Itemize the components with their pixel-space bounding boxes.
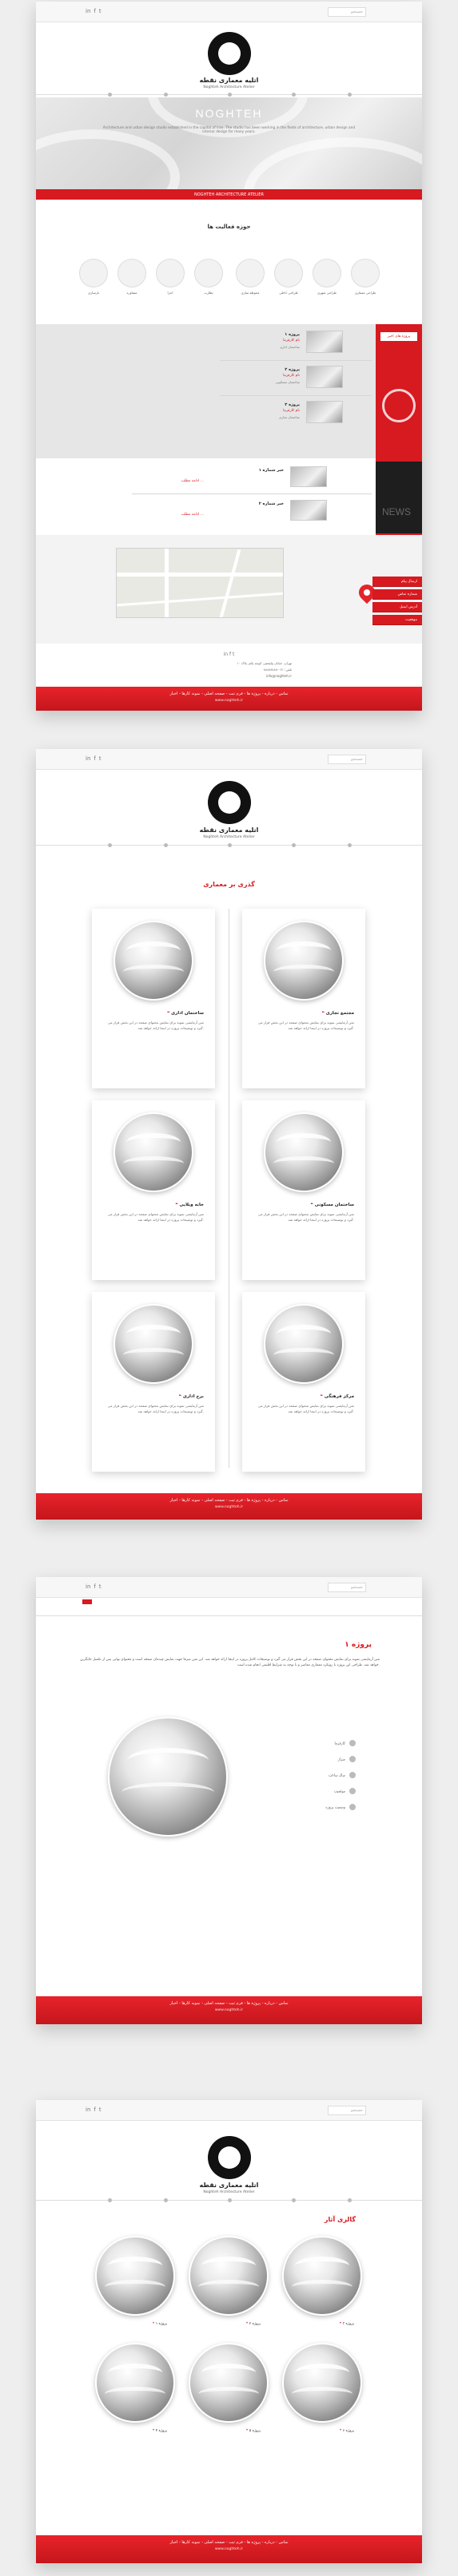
contact-phone-button[interactable]: شماره تماس — [372, 589, 422, 600]
project-hero-image[interactable] — [108, 1717, 228, 1837]
gallery-label: ❝ پروژه ۱ — [152, 2322, 167, 2326]
top-bar — [36, 2100, 422, 2121]
footer-links[interactable]: تماس - درباره - پروژه ها - فرم ثبت - صفحه اصلی - نمونه کارها - اخبار — [169, 692, 289, 696]
gallery-label: ❝ پروژه ۵ — [245, 2429, 261, 2433]
linkedin-icon[interactable]: in — [86, 755, 91, 762]
card-title[interactable]: ❝ خانه ویلایی — [175, 1203, 204, 1207]
gallery-image[interactable] — [189, 2236, 269, 2316]
gallery-label: ❝ پروژه ۳ — [339, 2322, 354, 2326]
news-thumb[interactable] — [290, 500, 327, 521]
service-icon[interactable] — [236, 259, 265, 287]
twitter-icon[interactable]: t — [98, 8, 102, 14]
service-icon[interactable] — [156, 259, 185, 287]
gallery-image[interactable] — [95, 2236, 175, 2316]
top-bar — [36, 1577, 422, 1598]
card-title[interactable]: ❝ ساختمان مسکونی — [310, 1203, 354, 1207]
facebook-icon[interactable]: f — [94, 2106, 96, 2113]
service-icon[interactable] — [313, 259, 341, 287]
mini-nav — [82, 1599, 92, 1604]
facebook-icon[interactable]: f — [94, 755, 96, 762]
project-image[interactable] — [114, 1112, 193, 1192]
footer-links[interactable]: تماس - درباره - پروژه ها - فرم ثبت - صفحه اصلی - نمونه کارها - اخبار — [169, 2540, 289, 2545]
project-card[interactable] — [242, 1100, 365, 1280]
gallery-label: ❝ پروژه ۶ — [339, 2429, 354, 2433]
nav-divider — [36, 845, 422, 846]
linkedin-icon[interactable]: in — [86, 2106, 91, 2113]
service-icon[interactable] — [274, 259, 303, 287]
twitter-icon[interactable]: t — [98, 2106, 102, 2113]
footer — [36, 687, 422, 711]
facebook-icon[interactable]: f — [229, 652, 232, 657]
service-icon[interactable] — [79, 259, 108, 287]
project-image[interactable] — [264, 1304, 344, 1384]
news-title[interactable]: خبر شماره ۲ — [258, 501, 284, 506]
hero-title: NOGHTEH — [195, 107, 263, 120]
twitter-icon[interactable]: t — [233, 652, 235, 657]
top-bar — [36, 749, 422, 770]
logo-mark[interactable] — [208, 32, 251, 75]
footer-copyright: www.noghteh.ir — [214, 1505, 244, 1509]
twitter-icon[interactable]: t — [98, 755, 102, 762]
card-text: متن آزمایشی نمونه برای نمایش محتوای صفحه در این بخش قرار می گیرد و توضیحات پروژه در اینجا ارائه خواهد شد. — [107, 1404, 204, 1413]
search-input[interactable]: جستجو — [328, 2106, 366, 2115]
project-card[interactable] — [92, 909, 215, 1088]
service-icon[interactable] — [351, 259, 380, 287]
project-image[interactable] — [264, 921, 344, 1001]
detail-item: وضعیت پروژه — [268, 1804, 356, 1813]
project-client: نام کارفرما — [283, 409, 300, 413]
project-thumb[interactable] — [306, 401, 343, 423]
nav-divider — [36, 1615, 422, 1616]
client-icon — [349, 1740, 356, 1746]
projects-watermark — [382, 389, 416, 422]
service-label: محوطه سازی — [241, 291, 260, 295]
page-gallery — [36, 2100, 422, 2563]
gallery-image[interactable] — [95, 2343, 175, 2423]
facebook-icon[interactable]: f — [94, 8, 96, 14]
social-links — [86, 2106, 102, 2113]
hero-paragraph: Architecture and urban design studio established in the capital of Iran. The studio has been working in the fields of architecture, urban design and interior design for many years. — [102, 126, 356, 134]
project-description: متن آزمایشی نمونه برای نمایش محتوای صفحه در این بخش قرار می گیرد و توضیحات کامل پروژه در اینجا ارائه خواهد شد. این متن صرفا جهت نمایش چیدمان صفحه است و محتوای نهایی پس از تکمیل جایگزین خواهد شد. طراحی این پروژه با رویکرد معماری معاصر و با توجه به شرایط اقلیمی انجام شده است. — [80, 1658, 380, 1667]
page-home — [36, 2, 422, 711]
logo-mark[interactable] — [208, 781, 251, 824]
linkedin-icon[interactable]: in — [86, 8, 91, 14]
linkedin-icon[interactable]: in — [86, 1583, 91, 1590]
search-input[interactable]: جستجو — [328, 1583, 366, 1592]
footer — [36, 1996, 422, 2024]
footer-copyright: www.noghteh.ir — [214, 2008, 244, 2012]
project-image[interactable] — [114, 1304, 193, 1384]
footer — [36, 1493, 422, 1520]
gallery-label: ❝ پروژه ۴ — [152, 2429, 167, 2433]
logo-subtitle: Noghteh Architecture Atelier — [203, 835, 255, 839]
nav-divider — [36, 94, 422, 95]
services-title: حوزه فعالیت ها — [207, 224, 251, 230]
card-title[interactable]: ❝ مرکز فرهنگی — [320, 1394, 354, 1399]
project-thumb[interactable] — [306, 331, 343, 353]
logo-title: اتلیه معماری نقطه — [199, 77, 259, 84]
card-title[interactable]: ❝ مجتمع تجاری — [321, 1011, 354, 1016]
footer-links[interactable]: تماس - درباره - پروژه ها - فرم ثبت - صفحه اصلی - نمونه کارها - اخبار — [169, 2001, 289, 2006]
email-line: info@noghteh.ir — [265, 674, 292, 678]
contact-message-button[interactable]: ارسال پیام — [372, 577, 422, 587]
footer-copyright: www.noghteh.ir — [214, 699, 244, 703]
footer-copyright: www.noghteh.ir — [214, 2547, 244, 2551]
logo-subtitle: Noghteh Architecture Atelier — [203, 85, 255, 89]
service-label: طراحی معماری — [354, 291, 376, 295]
top-bar — [36, 2, 422, 22]
project-image[interactable] — [114, 921, 193, 1001]
logo-mark[interactable] — [208, 2136, 251, 2179]
service-label: طراحی داخلی — [279, 291, 298, 295]
card-text: متن آزمایشی نمونه برای نمایش محتوای صفحه در این بخش قرار می گیرد و توضیحات پروژه در اینجا ارائه خواهد شد. — [257, 1212, 354, 1222]
service-icon[interactable] — [117, 259, 146, 287]
news-title[interactable]: خبر شماره ۱ — [258, 468, 284, 473]
service-label: مشاوره — [126, 291, 137, 295]
project-title: پروژه ۱ — [344, 1641, 372, 1649]
search-input[interactable]: جستجو — [328, 755, 366, 764]
search-input[interactable]: جستجو — [328, 7, 366, 17]
project-title[interactable]: پروژه ۱ — [285, 332, 300, 337]
gallery-image[interactable] — [189, 2343, 269, 2423]
project-image[interactable] — [264, 1112, 344, 1192]
phone-line: تلفن: ۰۲۱-۸۸۸۸۸۸۸۸ — [263, 668, 292, 672]
social-links — [86, 755, 102, 762]
project-card[interactable] — [242, 1292, 365, 1472]
project-title[interactable]: پروژه ۲ — [285, 367, 300, 372]
card-title[interactable]: ❝ برج اداری — [178, 1394, 204, 1399]
card-text: متن آزمایشی نمونه برای نمایش محتوای صفحه در این بخش قرار می گیرد و توضیحات پروژه در اینجا ارائه خواهد شد. — [257, 1020, 354, 1030]
side-tab[interactable]: پروژه های اخیر — [380, 332, 417, 341]
page-title: گذری بر معماری — [203, 881, 255, 888]
twitter-icon[interactable]: t — [98, 1583, 102, 1590]
project-client: نام کارفرما — [283, 339, 300, 343]
gallery-image[interactable] — [282, 2343, 362, 2423]
status-icon — [349, 1804, 356, 1810]
detail-item: کارفرما — [268, 1740, 356, 1750]
news-label: NEWS — [382, 506, 411, 517]
location-map[interactable] — [116, 548, 284, 618]
project-title[interactable]: پروژه ۳ — [285, 402, 300, 407]
service-label: طراحی شهری — [317, 291, 337, 295]
social-links — [86, 8, 102, 14]
footer-social — [36, 652, 422, 657]
service-icon[interactable] — [194, 259, 223, 287]
news-panel — [376, 462, 422, 533]
page-title: گالری آثار — [324, 2216, 356, 2223]
project-card[interactable] — [92, 1100, 215, 1280]
footer — [36, 2535, 422, 2563]
page-project-detail — [36, 1577, 422, 2024]
project-card[interactable] — [92, 1292, 215, 1472]
gallery-image[interactable] — [282, 2236, 362, 2316]
project-type: ساختمان تجاری — [279, 415, 300, 419]
address-line: تهران، خیابان ولیعصر، کوچه یکم، پلاک ۱۰ — [237, 661, 292, 665]
contact-location-button[interactable]: موقعیت — [372, 615, 422, 625]
projects-band — [36, 324, 422, 458]
project-card[interactable] — [242, 909, 365, 1088]
linkedin-icon[interactable]: in — [223, 652, 229, 657]
news-more-link[interactable]: ادامه مطلب ... — [181, 479, 204, 483]
news-more-link[interactable]: ادامه مطلب ... — [181, 513, 204, 517]
service-label: بازسازی — [88, 291, 99, 295]
news-thumb[interactable] — [290, 466, 327, 487]
detail-item: موقعیت — [268, 1788, 356, 1797]
service-label: نظارت — [204, 291, 213, 295]
detail-item: سال ساخت — [268, 1772, 356, 1781]
social-links — [86, 1583, 102, 1590]
calendar-icon — [349, 1772, 356, 1778]
project-thumb[interactable] — [306, 366, 343, 388]
area-icon — [349, 1756, 356, 1762]
logo-title: اتلیه معماری نقطه — [199, 2182, 259, 2189]
project-client: نام کارفرما — [283, 374, 300, 378]
project-type: ساختمان مسکونی — [275, 380, 300, 384]
contact-email-button[interactable]: آدرس ایمیل — [372, 602, 422, 612]
card-text: متن آزمایشی نمونه برای نمایش محتوای صفحه در این بخش قرار می گیرد و توضیحات پروژه در اینجا ارائه خواهد شد. — [257, 1404, 354, 1413]
gallery-label: ❝ پروژه ۲ — [245, 2322, 261, 2326]
card-text: متن آزمایشی نمونه برای نمایش محتوای صفحه در این بخش قرار می گیرد و توضیحات پروژه در اینجا ارائه خواهد شد. — [107, 1020, 204, 1030]
footer-links[interactable]: تماس - درباره - پروژه ها - فرم ثبت - صفحه اصلی - نمونه کارها - اخبار — [169, 1498, 289, 1503]
location-icon — [349, 1788, 356, 1794]
facebook-icon[interactable]: f — [94, 1583, 96, 1590]
project-type: ساختمان اداری — [279, 345, 300, 349]
page-projects — [36, 749, 422, 1520]
hero-band: NOGHTEH ARCHITECTURE ATELIER — [36, 189, 422, 200]
nav-divider — [36, 2200, 422, 2201]
logo-subtitle: Noghteh Architecture Atelier — [203, 2190, 255, 2194]
logo-title: اتلیه معماری نقطه — [199, 826, 259, 834]
detail-item: متراژ — [268, 1756, 356, 1766]
card-text: متن آزمایشی نمونه برای نمایش محتوای صفحه در این بخش قرار می گیرد و توضیحات پروژه در اینجا ارائه خواهد شد. — [107, 1212, 204, 1222]
hero-banner — [36, 97, 422, 189]
card-title[interactable]: ❝ ساختمان اداری — [166, 1011, 204, 1016]
service-label: اجرا — [167, 291, 173, 295]
